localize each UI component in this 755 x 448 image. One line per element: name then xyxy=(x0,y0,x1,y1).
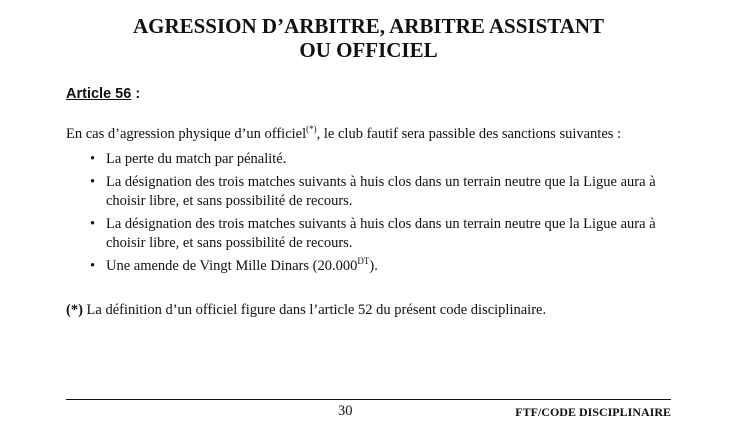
page-title-line-1: AGRESSION D’ARBITRE, ARBITRE ASSISTANT xyxy=(132,14,605,38)
intro-footnote-marker: (*) xyxy=(306,124,317,135)
bullet-icon: • xyxy=(90,151,96,167)
footer-label: FTF/CODE DISCIPLINAIRE xyxy=(515,405,671,419)
footnote xyxy=(66,301,546,320)
article-label: Article 56 xyxy=(66,86,132,102)
page-title xyxy=(0,14,737,62)
sanctions-list xyxy=(88,150,688,280)
footer-divider xyxy=(66,399,671,400)
intro-paragraph xyxy=(66,125,706,144)
sanction-text: La perte du match par pénalité. xyxy=(106,151,287,167)
amount-close: ). xyxy=(369,258,378,274)
sanction-text: La désignation des trois matches suivants à huis clos dans un terrain neutre que la Ligue aura à choisir libre, et sans possibilité de recours. xyxy=(106,174,656,209)
page-number: 30 xyxy=(338,403,353,419)
intro-text-end: , le club fautif sera passible des sanctions suivantes : xyxy=(316,126,622,142)
sanction-text: Une amende de Vingt Mille Dinars (20.000 xyxy=(106,258,358,274)
footnote-text: La définition d’un officiel figure dans l’article 52 du présent code disciplinaire. xyxy=(82,302,547,318)
article-suffix: : xyxy=(131,86,141,102)
page-title-line-2: OU OFFICIEL xyxy=(299,38,438,62)
bullet-icon: • xyxy=(90,216,96,232)
list-item xyxy=(88,215,688,253)
footnote-marker: (*) xyxy=(66,302,83,318)
list-item xyxy=(88,173,688,211)
sanction-text: La désignation des trois matches suivants à huis clos dans un terrain neutre que la Ligue aura à choisir libre, et sans possibilité de recours. xyxy=(106,216,656,251)
intro-text-start: En cas d’agression physique d’un officiel xyxy=(66,126,307,142)
amount-unit: DT xyxy=(357,256,370,267)
article-heading xyxy=(66,86,140,102)
list-item xyxy=(88,257,688,276)
bullet-icon: • xyxy=(90,174,96,190)
list-item xyxy=(88,150,688,169)
bullet-icon: • xyxy=(90,258,96,274)
